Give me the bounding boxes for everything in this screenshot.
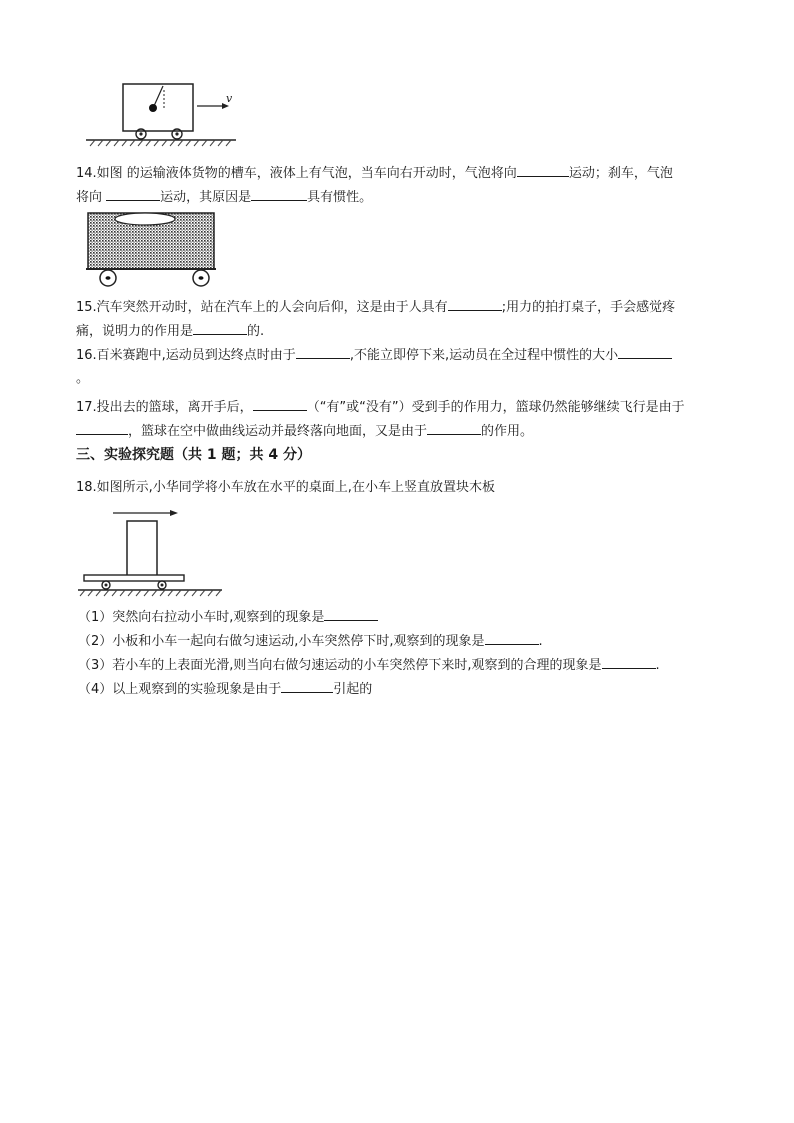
q17-line2: ，篮球在空中做曲线运动并最终落向地面，又是由于 的作用。: [76, 422, 533, 441]
q18-sub4: （4）以上观察到的实验现象是由于 引起的: [78, 682, 373, 697]
section-heading: 三、实验探究题（共 1 题；共 4 分）: [76, 447, 311, 463]
q18-sub1: （1）突然向右拉动小车时,观察到的现象是: [78, 608, 378, 627]
q14-line2: 将向 运动，其原因是 具有惯性。: [76, 190, 373, 205]
q16-line1: 16.百米赛跑中,运动员到达终点时由于 ,不能立即停下来,运动员在全过程中惯性的大小: [76, 346, 672, 365]
answer-blank[interactable]: [485, 632, 539, 645]
wooden-board: [127, 521, 157, 576]
q18-sub2: （2）小板和小车一起向右做匀速运动,小车突然停下时,观察到的现象是 .: [78, 634, 543, 649]
velocity-label: v: [226, 92, 233, 105]
q17-line1: 17.投出去的篮球，离开手后， （“有”或“没有”）受到手的作用力，篮球仍然能够继续飞行是由于: [76, 400, 685, 415]
q14-line1: 14.如图 的运输液体货物的槽车，液体上有气泡，当车向右开动时，气泡将向 运动；刹车，气泡: [76, 166, 673, 181]
q16-line2: 。: [76, 371, 90, 386]
answer-blank[interactable]: [324, 608, 378, 621]
answer-blank[interactable]: [281, 680, 333, 693]
q18-stem: 18.如图所示,小华同学将小车放在水平的桌面上,在小车上竖直放置块木板: [76, 480, 495, 495]
pull-arrow-head: [170, 510, 178, 516]
cart-plate: [84, 575, 184, 581]
answer-blank[interactable]: [602, 656, 656, 669]
wheel-hub: [161, 584, 164, 587]
q18-sub3: （3）若小车的上表面光滑,则当向右做匀速运动的小车突然停下来时,观察到的合理的现象是 .: [78, 658, 660, 673]
wheel-hub: [105, 584, 108, 587]
table-hatch: [80, 590, 221, 596]
q15-line1: 15.汽车突然开动时，站在汽车上的人会向后仰，这是由于人具有 ;用力的拍打桌子，手会感觉疼: [76, 300, 676, 315]
q15-line2: 痛，说明力的作用是 的.: [76, 324, 265, 339]
